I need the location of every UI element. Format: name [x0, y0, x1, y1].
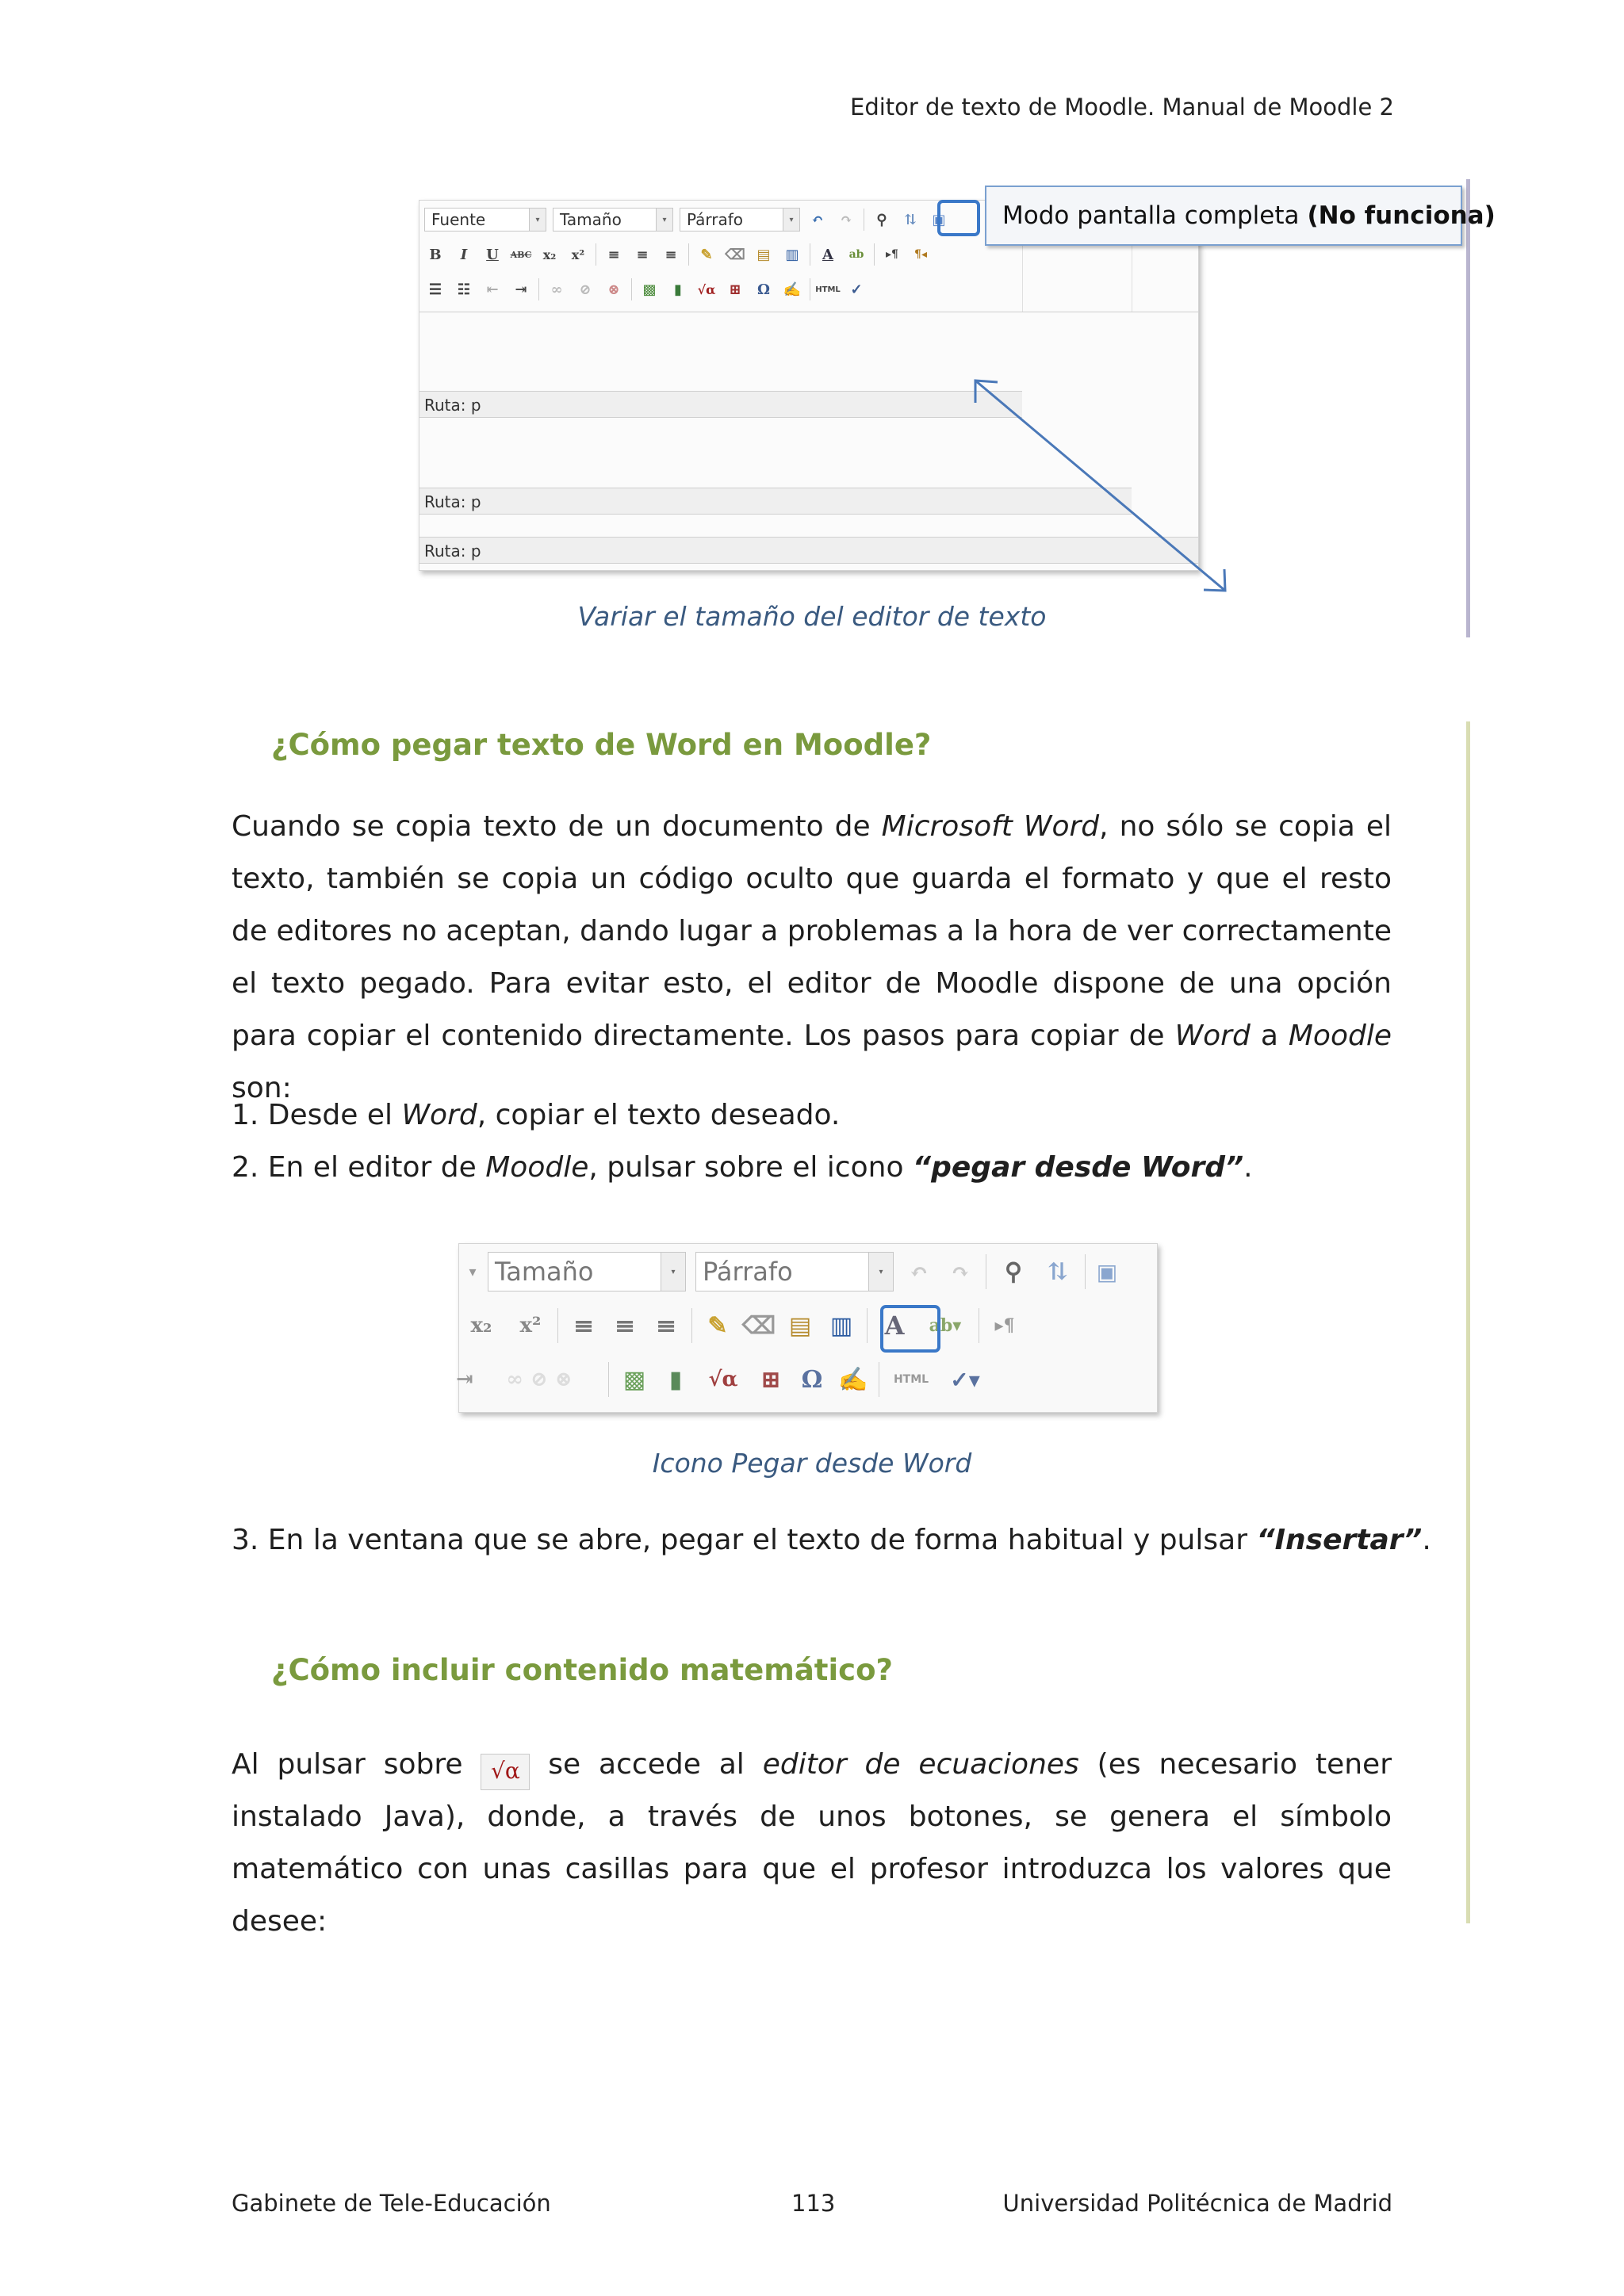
- text-color-icon: A: [884, 1311, 905, 1341]
- text-color-icon: A: [822, 246, 833, 263]
- media-icon: ▮: [674, 281, 682, 298]
- eraser-icon: ⌫: [725, 246, 745, 263]
- highlight-color-icon: ab: [848, 248, 864, 261]
- spellcheck-icon: ✓▾: [950, 1366, 980, 1393]
- superscript-icon: x²: [519, 1314, 542, 1337]
- paste-text-icon: ▤: [788, 1311, 812, 1340]
- nolink-icon: ⊗: [607, 281, 620, 298]
- edit-icon: ✍: [838, 1365, 868, 1394]
- table-icon: ⊞: [729, 281, 741, 298]
- fullscreen-icon: ▣: [932, 211, 946, 228]
- spellcheck-icon: ✓: [850, 281, 863, 298]
- equation-icon: √α: [481, 1754, 530, 1790]
- font-select: Fuente ▾: [424, 208, 546, 232]
- fullscreen-icon: ▣: [1096, 1258, 1118, 1285]
- footer-left: Gabinete de Tele-Educación: [232, 2190, 551, 2217]
- toolbar-row-1: ▾ Tamaño ▾ Párrafo ▾ ↶ ↷ ⚲ ⇅ ▣: [467, 1252, 1119, 1292]
- align-right-icon: ≡: [665, 246, 677, 263]
- indent-icon: ⇥: [515, 281, 527, 298]
- image-icon: ▩: [622, 1365, 646, 1394]
- replace-icon: ⇅: [1048, 1257, 1068, 1286]
- list-item: 3. En la ventana que se abre, pegar el texto de forma habitual y pulsar “Insertar”.: [232, 1524, 1431, 1556]
- rtl-icon: ¶◂: [914, 248, 927, 261]
- equation-icon: √α: [697, 281, 716, 297]
- edit-icon: ✍: [783, 281, 802, 298]
- outdent-icon: ⇤: [486, 281, 499, 298]
- unlink-icon: ⊘: [579, 281, 592, 298]
- image-icon: ▩: [642, 281, 657, 298]
- toolbar-row-3: [424, 275, 868, 304]
- section-heading: ¿Cómo pegar texto de Word en Moodle?: [271, 728, 932, 762]
- bullet-list-icon: ☰: [428, 281, 442, 298]
- subscript-icon: x₂: [542, 247, 557, 262]
- paste-word-icon: ▥: [829, 1311, 853, 1340]
- paste-word-screenshot: [458, 1243, 1158, 1413]
- align-right-icon: ≡: [655, 1311, 677, 1341]
- strikethrough-icon: ABC: [510, 249, 532, 260]
- align-center-icon: ≡: [636, 246, 649, 263]
- numbered-list-icon: ☷: [457, 281, 471, 298]
- find-icon: ⚲: [876, 211, 887, 228]
- status-bar-medium: Ruta: p: [419, 488, 1132, 515]
- fullscreen-callout: Modo pantalla completa (No funciona): [985, 186, 1462, 246]
- size-select: Tamaño ▾: [488, 1252, 686, 1292]
- html-icon: HTML: [815, 285, 841, 294]
- link-icon: ∞: [550, 281, 563, 298]
- undo-icon: ↶: [910, 1258, 929, 1285]
- bold-icon: B: [429, 246, 442, 263]
- paragraph: Cuando se copia texto de un documento de Microsoft Word, no sólo se copia el texto, también se copia un código oculto que guarda el formato y que el resto de editores no aceptan, dando lugar a problemas a la hora de ver correctamente el texto pegado. Para evitar esto, el editor de Moodle dispone de una opción para copiar el contenido directamente. Los pasos para copiar de Word a Moodle son:: [232, 810, 1392, 1104]
- format-select: Párrafo ▾: [680, 208, 800, 232]
- eraser-icon: ⌫: [741, 1311, 776, 1340]
- resize-arrow: [952, 365, 1245, 603]
- highlight-color-icon: ab▾: [929, 1315, 962, 1336]
- paste-text-icon: ▤: [756, 246, 771, 263]
- margin-bar: [1466, 179, 1470, 637]
- replace-icon: ⇅: [904, 211, 917, 228]
- toolbar-row-1: [424, 205, 950, 234]
- clean-icon: ✎: [707, 1311, 728, 1340]
- ltr-icon: ▸¶: [886, 248, 898, 261]
- align-left-icon: ≡: [573, 1311, 595, 1341]
- page-header: Editor de texto de Moodle. Manual de Moodle 2: [850, 94, 1394, 121]
- equation-icon: √α: [708, 1368, 738, 1391]
- subscript-icon: x₂: [470, 1314, 492, 1337]
- section-heading: ¿Cómo incluir contenido matemático?: [271, 1653, 893, 1687]
- align-center-icon: ≡: [614, 1311, 636, 1341]
- indent-icon: ⇥: [456, 1368, 473, 1391]
- clean-icon: ✎: [700, 246, 713, 263]
- undo-icon: ↶: [811, 211, 824, 228]
- list-item: 1. Desde el Word, copiar el texto deseado.: [232, 1099, 841, 1131]
- special-char-icon: Ω: [756, 281, 771, 298]
- link-icon: ∞ ⊘ ⊗: [506, 1368, 573, 1391]
- italic-icon: I: [460, 246, 468, 263]
- footer-right: Universidad Politécnica de Madrid: [1002, 2190, 1392, 2217]
- list-item: 2. En el editor de Moodle, pulsar sobre el icono “pegar desde Word”.: [232, 1151, 1253, 1184]
- margin-bar: [1466, 721, 1470, 1923]
- html-icon: HTML: [893, 1373, 929, 1386]
- fullscreen-highlight: [937, 200, 980, 236]
- special-char-icon: Ω: [801, 1365, 823, 1394]
- paste-word-highlight: [880, 1305, 940, 1353]
- paragraph: Al pulsar sobre √α se accede al editor de ecuaciones (es necesario tener instalado Java), donde, a través de unos botones, se genera el símbolo matemático con unas casillas para que el profesor introduzca los valores que desee:: [232, 1748, 1392, 1938]
- format-select: Párrafo ▾: [695, 1252, 894, 1292]
- superscript-icon: x²: [571, 247, 585, 262]
- figure-caption: Variar el tamaño del editor de texto: [577, 601, 1047, 632]
- table-icon: ⊞: [760, 1365, 781, 1394]
- redo-icon: ↷: [840, 211, 852, 228]
- find-icon: ⚲: [1005, 1257, 1022, 1286]
- page-number: 113: [791, 2190, 836, 2217]
- ltr-icon: ▸¶: [994, 1315, 1015, 1336]
- toolbar-row-3: [456, 1360, 987, 1399]
- size-select: Tamaño ▾: [553, 208, 673, 232]
- status-bar-large: Ruta: p: [419, 537, 1198, 564]
- redo-icon: ↷: [951, 1258, 970, 1285]
- align-left-icon: ≡: [607, 246, 620, 263]
- status-bar-small: Ruta: p: [419, 391, 1022, 418]
- paste-word-icon: ▥: [785, 246, 799, 263]
- media-icon: ▮: [668, 1365, 683, 1394]
- figure-caption: Icono Pegar desde Word: [652, 1448, 972, 1479]
- toolbar-row-2: [424, 240, 932, 269]
- underline-icon: U: [486, 246, 499, 263]
